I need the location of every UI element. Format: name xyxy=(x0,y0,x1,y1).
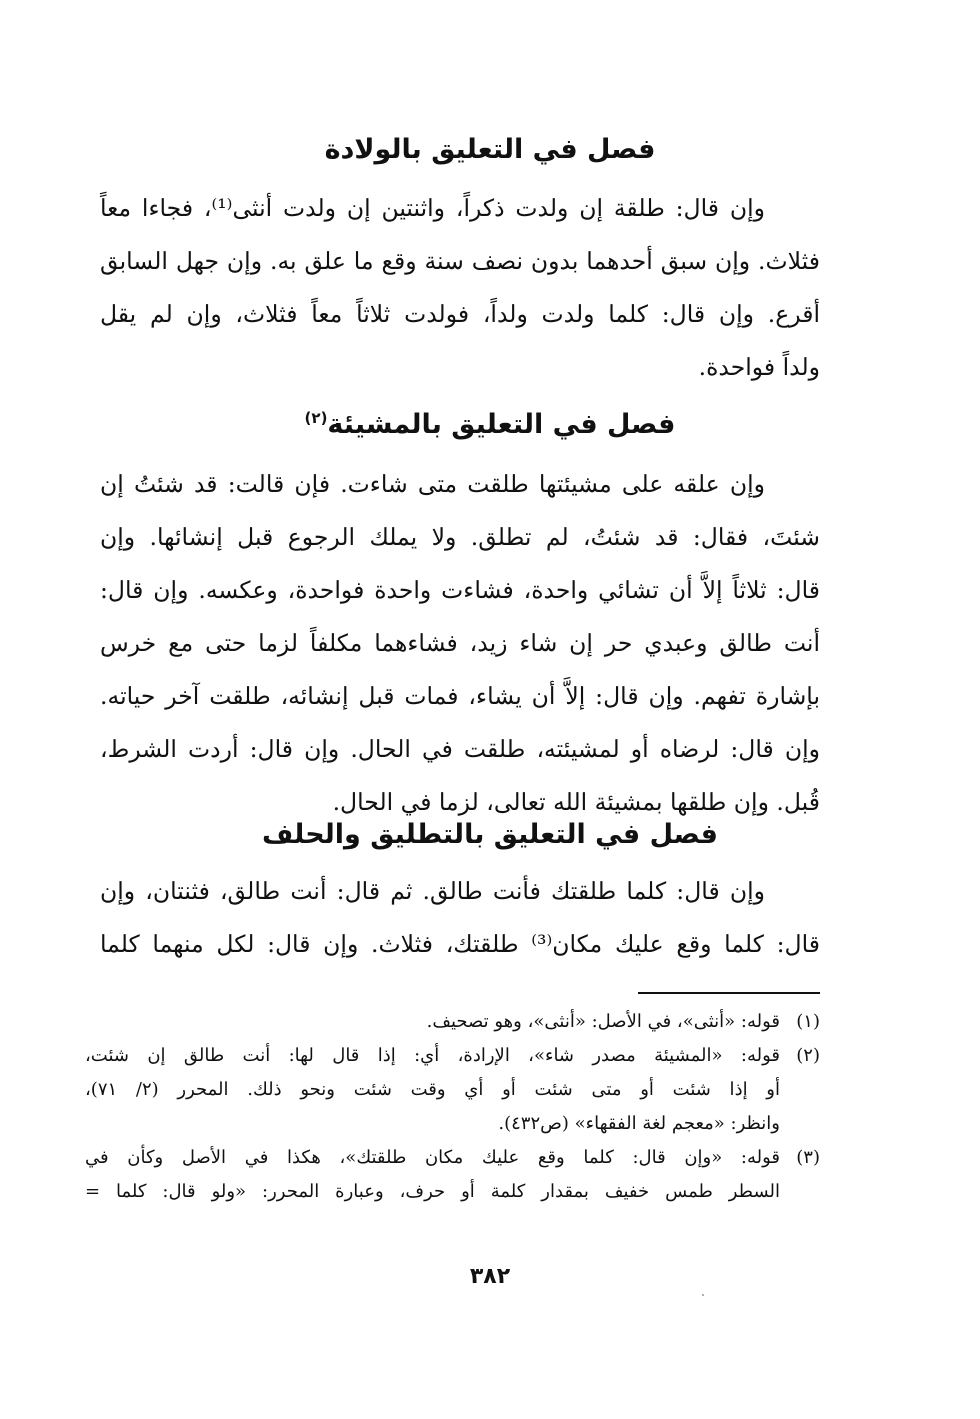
footnotes xyxy=(85,1005,820,1209)
section-heading-birth-text: فصل في التعليق بالولادة xyxy=(324,134,656,165)
section-heading-birth xyxy=(0,130,980,170)
footnote-number: (١) xyxy=(796,1011,820,1032)
footnote-number: (٣) xyxy=(796,1147,820,1168)
text-line xyxy=(100,865,820,918)
footnote xyxy=(85,1005,820,1039)
text-line-content: وإن علقه على مشيئتها طلقت متى شاءت. فإن قالت: قد شئتُ إن xyxy=(100,470,765,498)
footnote-number: (٢) xyxy=(796,1045,820,1066)
text-line: وإن قال: لرضاه أو لمشيئته، طلقت في الحال. وإن قال: أردت الشرط، xyxy=(100,735,820,763)
scan-speck xyxy=(702,1294,704,1296)
footnote-line: قوله: «وإن قال: كلما وقع عليك مكان طلقتك»، هكذا في الأصل وكأن في xyxy=(85,1147,780,1168)
text-line: قُبل. وإن طلقها بمشيئة الله تعالى، لزما في الحال. xyxy=(332,788,820,816)
section-heading-divorce-oath-text: فصل في التعليق بالتطليق والحلف xyxy=(262,819,718,850)
footnote-line: قوله: «أنثى»، في الأصل: «أنثى»، وهو تصحيف. xyxy=(426,1011,780,1032)
footnote-separator xyxy=(638,992,820,994)
text-line: فثلاث. وإن سبق أحدهما بدون نصف سنة وقع ما علق به. وإن جهل السابق xyxy=(100,247,820,275)
text-line: ولداً فواحدة. xyxy=(698,353,820,381)
paragraph-divorce-oath xyxy=(100,865,820,971)
footnote xyxy=(85,1039,820,1141)
paragraph-birth xyxy=(100,182,820,394)
footnote-line: السطر طمس خفيف بمقدار كلمة أو حرف، وعبارة المحرر: «ولو قال: كلما = xyxy=(85,1181,780,1202)
text-line-content: وإن قال: طلقة إن ولدت ذكراً، واثنتين إن ولدت أنثى⁽¹⁾، فجاءا معاً xyxy=(100,194,765,222)
text-line-content: وإن قال: كلما طلقتك فأنت طالق. ثم قال: أنت طالق، فثنتان، وإن xyxy=(100,877,765,905)
footnote-reference: (٢) xyxy=(304,409,328,427)
section-heading-will xyxy=(0,405,980,445)
footnote-line: وانظر: «معجم لغة الفقهاء» (ص٤٣٢). xyxy=(498,1113,780,1134)
footnote-line: قوله: «المشيئة مصدر شاء»، الإرادة، أي: إذا قال لها: أنت طالق إن شئت، xyxy=(85,1045,780,1066)
section-heading-will-text: فصل في التعليق بالمشيئة xyxy=(327,409,676,440)
paragraph-will xyxy=(100,458,820,829)
text-line xyxy=(100,458,820,511)
text-line: أنت طالق وعبدي حر إن شاء زيد، فشاءهما مكلفاً لزما حتى مع خرس xyxy=(100,629,820,657)
text-line: أقرع. وإن قال: كلما ولدت ولداً، فولدت ثلاثاً معاً فثلاث، وإن لم يقل xyxy=(100,300,820,328)
section-heading-divorce-oath xyxy=(0,815,980,855)
text-line: بإشارة تفهم. وإن قال: إلاَّ أن يشاء، فمات قبل إنشائه، طلقت آخر حياته. xyxy=(100,682,820,710)
footnote xyxy=(85,1141,820,1209)
text-line: شئتَ، فقال: قد شئتُ، لم تطلق. ولا يملك الرجوع قبل إنشائها. وإن xyxy=(100,523,820,551)
footnote-line: أو إذا شئت أو متى شئت أو أي وقت شئت ونحو ذلك. المحرر (٢/ ٧١)، xyxy=(85,1079,780,1100)
text-line xyxy=(100,182,820,235)
page-number: ٣٨٢ xyxy=(469,1264,511,1289)
text-line: قال: ثلاثاً إلاَّ أن تشائي واحدة، فشاءت واحدة فواحدة، وعكسه. وإن قال: xyxy=(100,576,820,604)
text-line: قال: كلما وقع عليك مكان⁽³⁾ طلقتك، فثلاث. وإن قال: لكل منهما كلما xyxy=(100,930,820,958)
